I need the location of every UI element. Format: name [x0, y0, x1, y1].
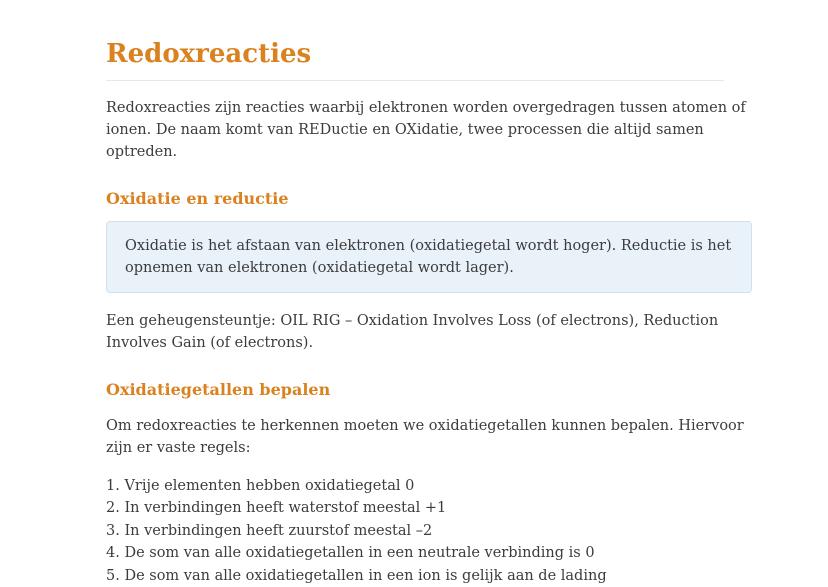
- intro-paragraph: Redoxreacties zijn reacties waarbij elektronen worden overgedragen tussen atomen of ionen. De naam komt van REDuctie en OXidatie, twee processen die altijd samen optreden.: [106, 97, 752, 163]
- callout-text: Oxidatie is het afstaan van elektronen (oxidatiegetal wordt hoger). Reductie is het opnemen van elektronen (oxidatiegetal wordt lager).: [125, 235, 733, 279]
- rule-item-1: 1. Vrije elementen hebben oxidatiegetal 0: [106, 475, 752, 498]
- rule-item-3: 3. In verbindingen heeft zuurstof meestal –2: [106, 520, 752, 543]
- rules-list: [106, 475, 752, 587]
- rule-item-4: 4. De som van alle oxidatiegetallen in een neutrale verbinding is 0: [106, 542, 752, 565]
- section-heading-oxidatie-en-reductie: Oxidatie en reductie: [106, 189, 752, 208]
- mnemonic-paragraph: Een geheugensteuntje: OIL RIG – Oxidation Involves Loss (of electrons), Reduction Involves Gain (of electrons).: [106, 310, 752, 354]
- section-heading-oxidatiegetallen-bepalen: Oxidatiegetallen bepalen: [106, 380, 752, 399]
- page-title: Redoxreacties: [106, 38, 752, 71]
- rule-item-2: 2. In verbindingen heeft waterstof meestal +1: [106, 497, 752, 520]
- document-page: [106, 0, 752, 587]
- definition-callout: [106, 221, 752, 293]
- rule-item-5: 5. De som van alle oxidatiegetallen in een ion is gelijk aan de lading: [106, 565, 752, 587]
- title-divider: [106, 80, 724, 81]
- rules-lead-paragraph: Om redoxreacties te herkennen moeten we oxidatiegetallen kunnen bepalen. Hiervoor zijn er vaste regels:: [106, 415, 752, 459]
